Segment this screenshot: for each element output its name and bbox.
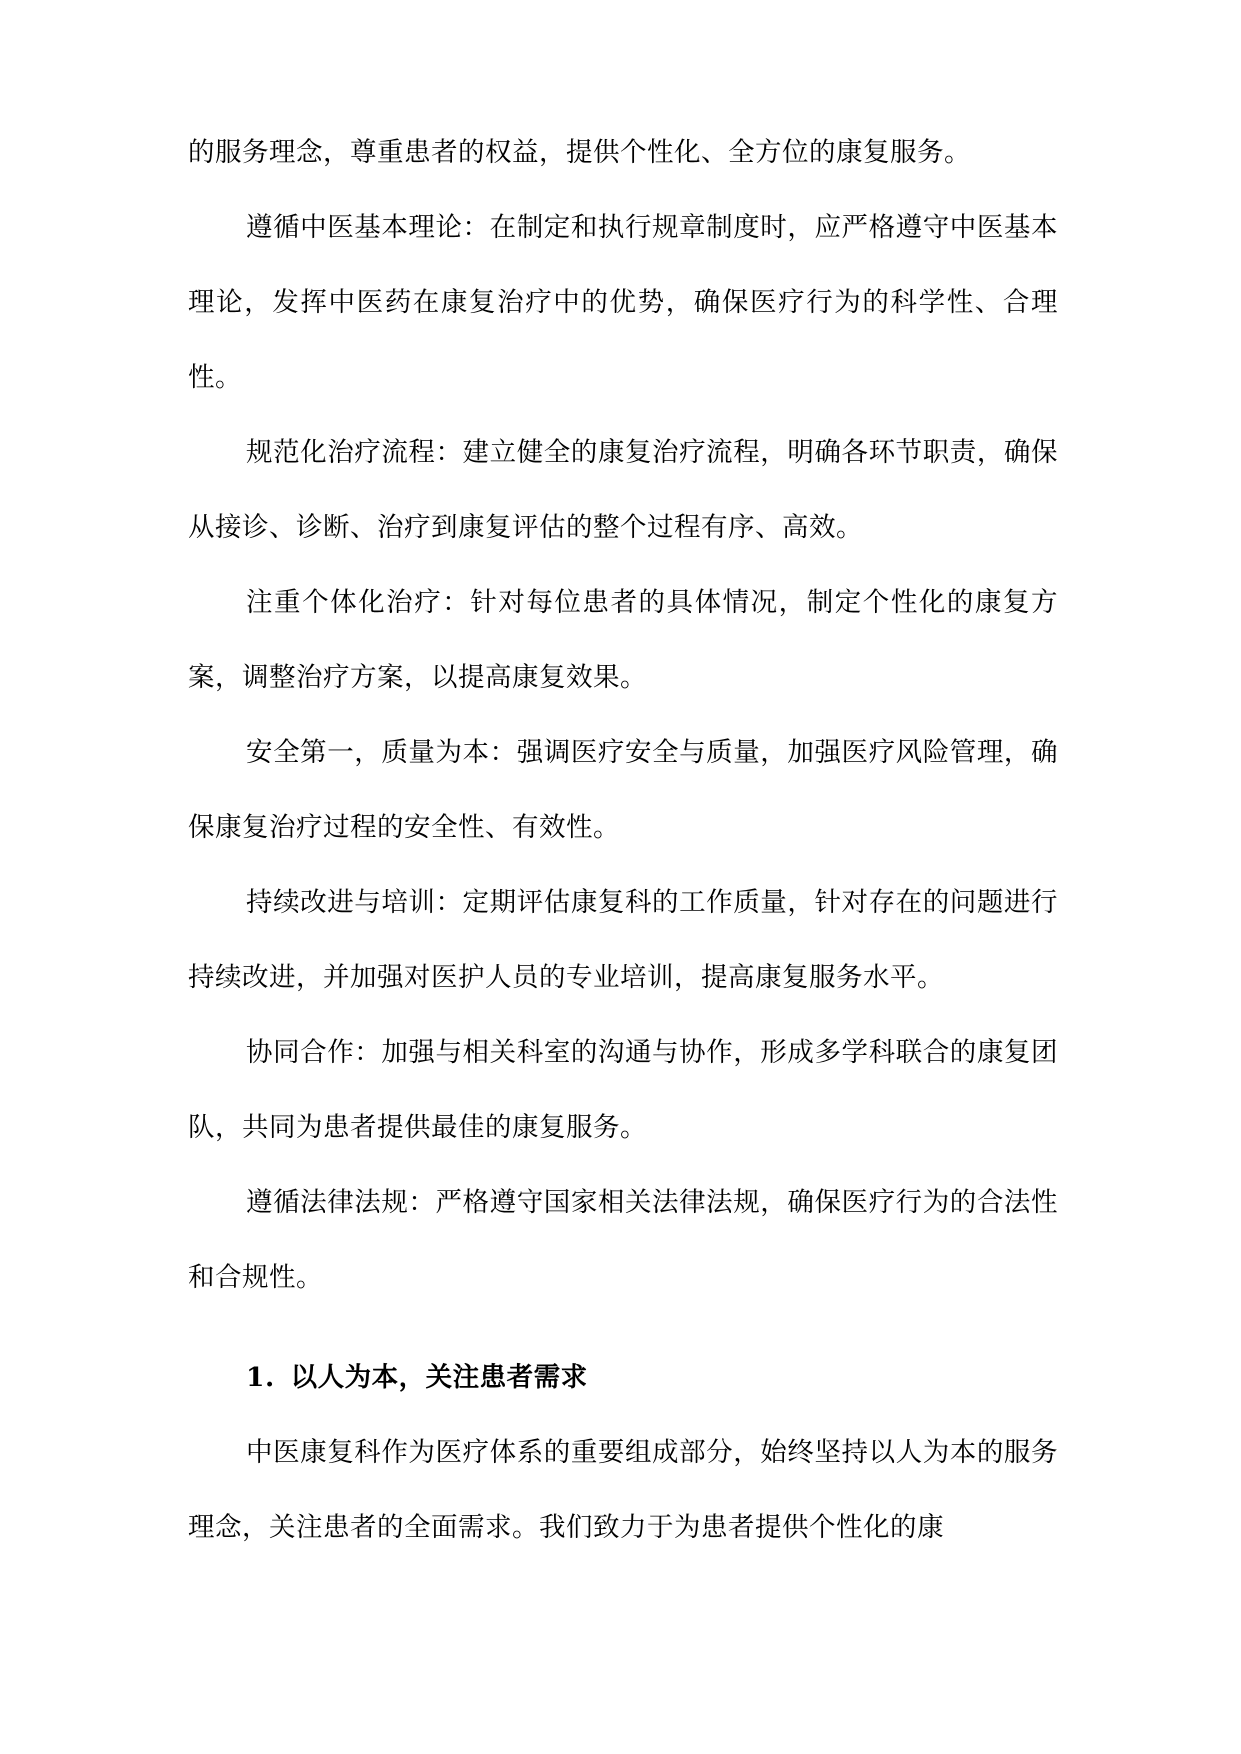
section-title: 以人为本，关注患者需求 (290, 1362, 588, 1393)
section-body-block (188, 1415, 1058, 1565)
principle-paragraph: 规范化治疗流程：建立健全的康复治疗流程，明确各环节职责，确保从接诊、诊断、治疗到康复评估的整个过程有序、高效。 (188, 437, 1058, 543)
section-body-paragraph: 中医康复科作为医疗体系的重要组成部分，始终坚持以人为本的服务理念，关注患者的全面需求。我们致力于为患者提供个性化的康 (188, 1437, 1058, 1543)
principle-block-5 (188, 865, 1058, 1015)
principle-block-2 (188, 415, 1058, 565)
principle-paragraph: 持续改进与培训：定期评估康复科的工作质量，针对存在的问题进行持续改进，并加强对医护人员的专业培训，提高康复服务水平。 (188, 887, 1058, 993)
section-heading (188, 1340, 1058, 1415)
principle-block-3 (188, 565, 1058, 715)
principle-block-4 (188, 715, 1058, 865)
principle-paragraph: 遵循中医基本理论：在制定和执行规章制度时，应严格遵守中医基本理论，发挥中医药在康复治疗中的优势，确保医疗行为的科学性、合理性。 (188, 212, 1058, 393)
section-heading-block (188, 1340, 1058, 1415)
principle-block-6 (188, 1015, 1058, 1165)
section-number: 1. (246, 1362, 275, 1393)
principle-paragraph: 安全第一，质量为本：强调医疗安全与质量，加强医疗风险管理，确保康复治疗过程的安全性、有效性。 (188, 737, 1058, 843)
principle-block-7 (188, 1165, 1058, 1315)
principle-block-1 (188, 190, 1058, 415)
principle-paragraph: 遵循法律法规：严格遵守国家相关法律法规，确保医疗行为的合法性和合规性。 (188, 1187, 1058, 1293)
principle-paragraph: 注重个体化治疗：针对每位患者的具体情况，制定个性化的康复方案，调整治疗方案，以提高康复效果。 (188, 587, 1058, 693)
continuation-block (188, 115, 1058, 190)
continuation-paragraph: 的服务理念，尊重患者的权益，提供个性化、全方位的康复服务。 (188, 137, 971, 168)
principle-paragraph: 协同合作：加强与相关科室的沟通与协作，形成多学科联合的康复团队，共同为患者提供最佳的康复服务。 (188, 1037, 1058, 1143)
